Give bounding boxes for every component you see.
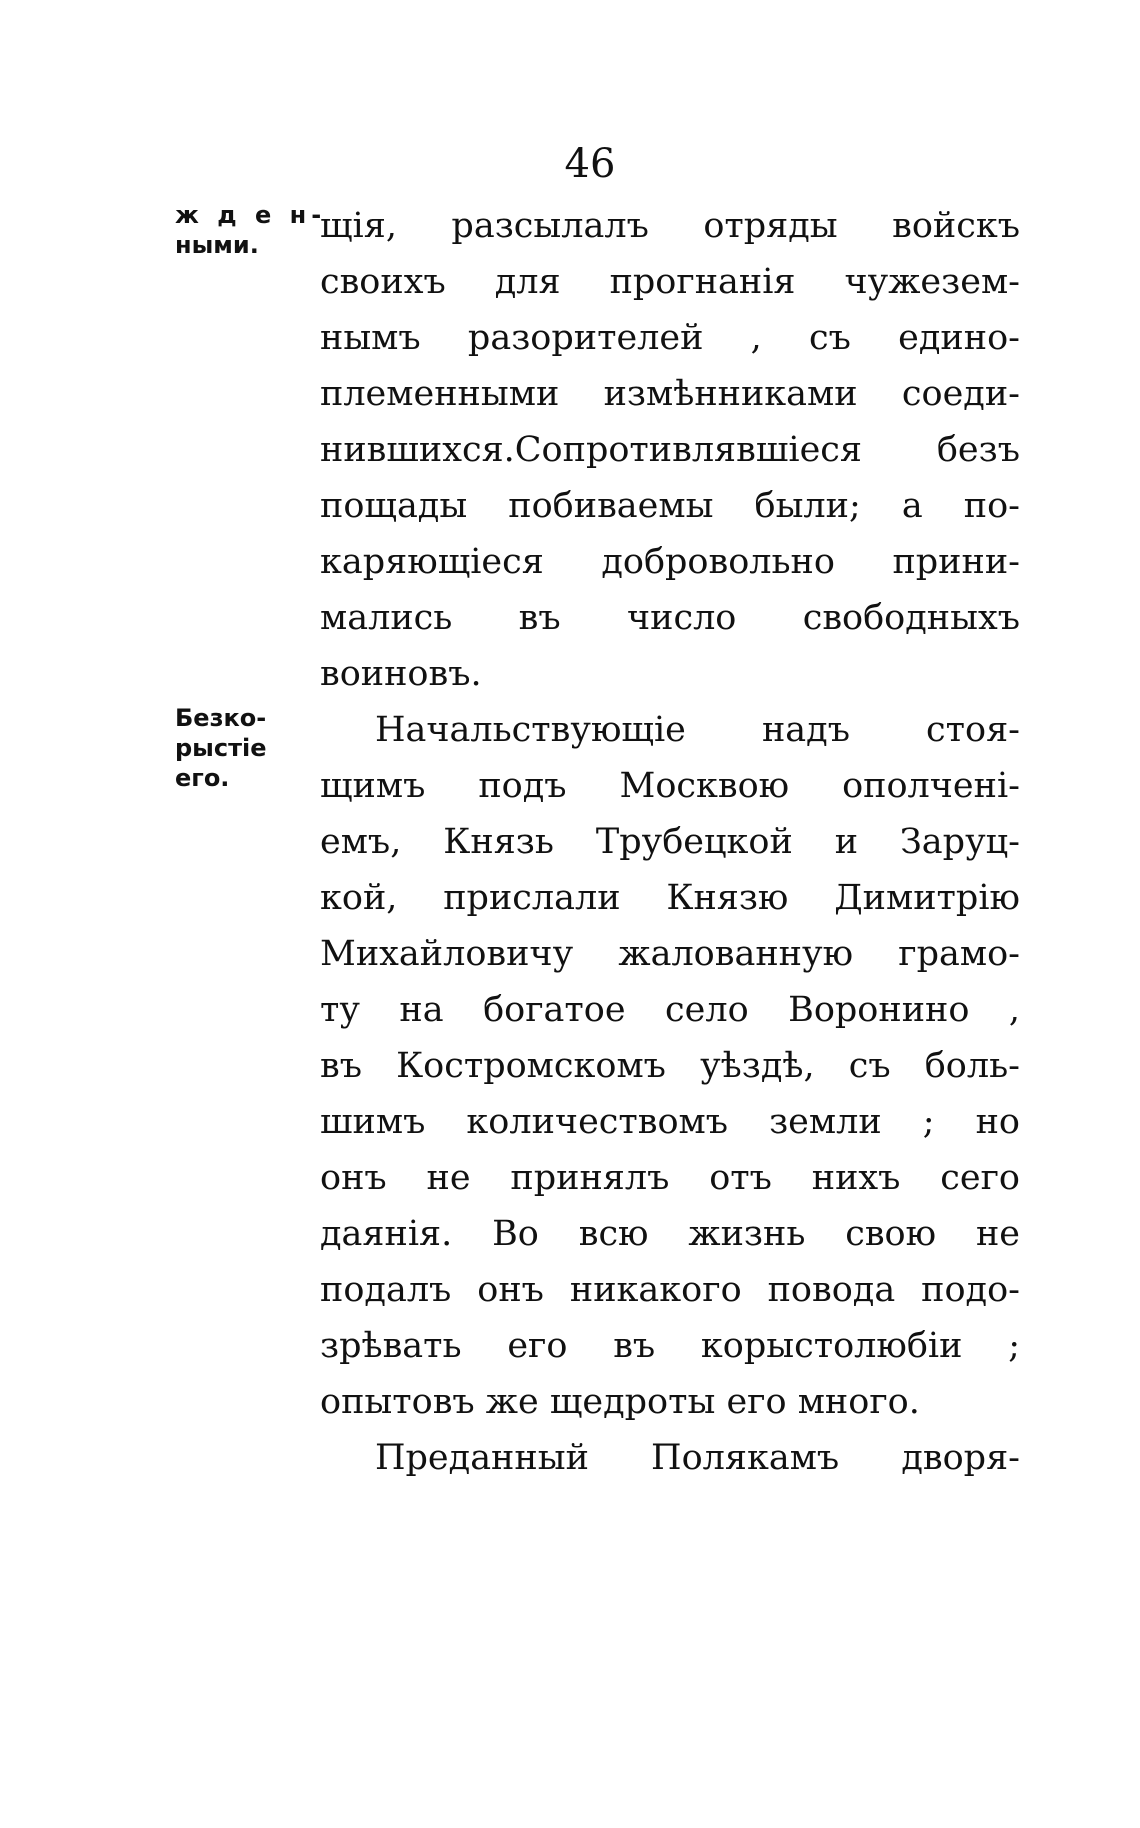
text-line: нымъ разорителей , съ едино-: [320, 318, 1020, 358]
text-line: въ Костромскомъ уѣздѣ, съ боль-: [320, 1046, 1020, 1086]
paragraph-start-line: Начальствующіе надъ стоя-: [375, 710, 1020, 750]
text-line: онъ не принялъ отъ нихъ сего: [320, 1158, 1020, 1198]
body-text: [320, 198, 1020, 1486]
text-line: зрѣвать его въ корыстолюбіи ;: [320, 1326, 1020, 1366]
text-line: емъ, Князь Трубецкой и Заруц-: [320, 822, 1020, 862]
text-line: ту на богатое село Воронино ,: [320, 990, 1020, 1030]
text-line: Михайловичу жалованную грамо-: [320, 934, 1020, 974]
margin-note-1: [175, 200, 325, 260]
text-line: своихъ для прогнанія чужезем-: [320, 262, 1020, 302]
margin-note-line: ж д е н-: [175, 201, 327, 229]
text-line: кой, прислали Князю Димитрію: [320, 878, 1020, 918]
text-line: щимъ подъ Москвою ополченi-: [320, 766, 1020, 806]
text-line: даянія. Во всю жизнь свою не: [320, 1214, 1020, 1254]
margin-note-2: [175, 703, 325, 793]
text-line: шимъ количествомъ земли ; но: [320, 1102, 1020, 1142]
margin-note-line: его.: [175, 764, 230, 792]
text-line: мались въ число свободныхъ: [320, 598, 1020, 638]
paragraph-start-line: Преданный Полякамъ дворя-: [375, 1438, 1020, 1478]
margin-note-line: рыстіе: [175, 734, 267, 762]
paragraph-end-line: опытовъ же щедроты его много.: [320, 1382, 920, 1422]
paragraph-end-line: воиновъ.: [320, 654, 482, 694]
margin-note-line: Безко-: [175, 704, 267, 732]
page-number: 46: [564, 141, 616, 187]
text-line: каряющіеся добровольно прини-: [320, 542, 1020, 582]
text-line: щія, разсылалъ отряды войскъ: [320, 206, 1020, 246]
text-line: племенными измѣнниками соеди-: [320, 374, 1020, 414]
text-line: нившихся.Сопротивлявшіеся безъ: [320, 430, 1020, 470]
text-line: подалъ онъ никакого повода подо-: [320, 1270, 1020, 1310]
margin-note-line: ными.: [175, 231, 259, 259]
text-line: пощады побиваемы были; а по-: [320, 486, 1020, 526]
